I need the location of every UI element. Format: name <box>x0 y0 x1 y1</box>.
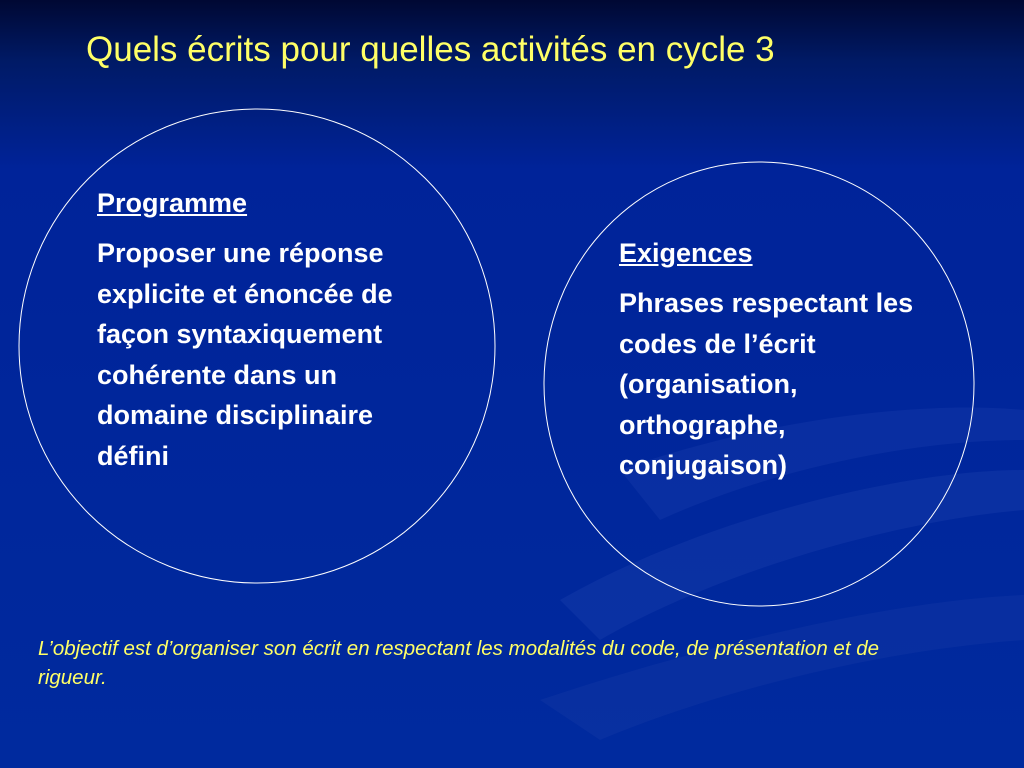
exigences-block <box>619 237 919 486</box>
programme-text: Proposer une réponse explicite et énoncée de façon syntaxiquement cohérente dans un domaine disciplinaire défini <box>97 238 393 471</box>
programme-heading: Programme <box>97 188 248 218</box>
slide-title: Quels écrits pour quelles activités en cycle 3 <box>86 30 775 69</box>
exigences-text: Phrases respectant les codes de l’écrit (organisation, orthographe, conjugaison) <box>619 288 914 480</box>
programme-block <box>97 187 437 476</box>
footnote: L’objectif est d’organiser son écrit en respectant les modalités du code, de présentation et de rigueur. <box>38 637 880 689</box>
exigences-heading: Exigences <box>619 238 753 268</box>
